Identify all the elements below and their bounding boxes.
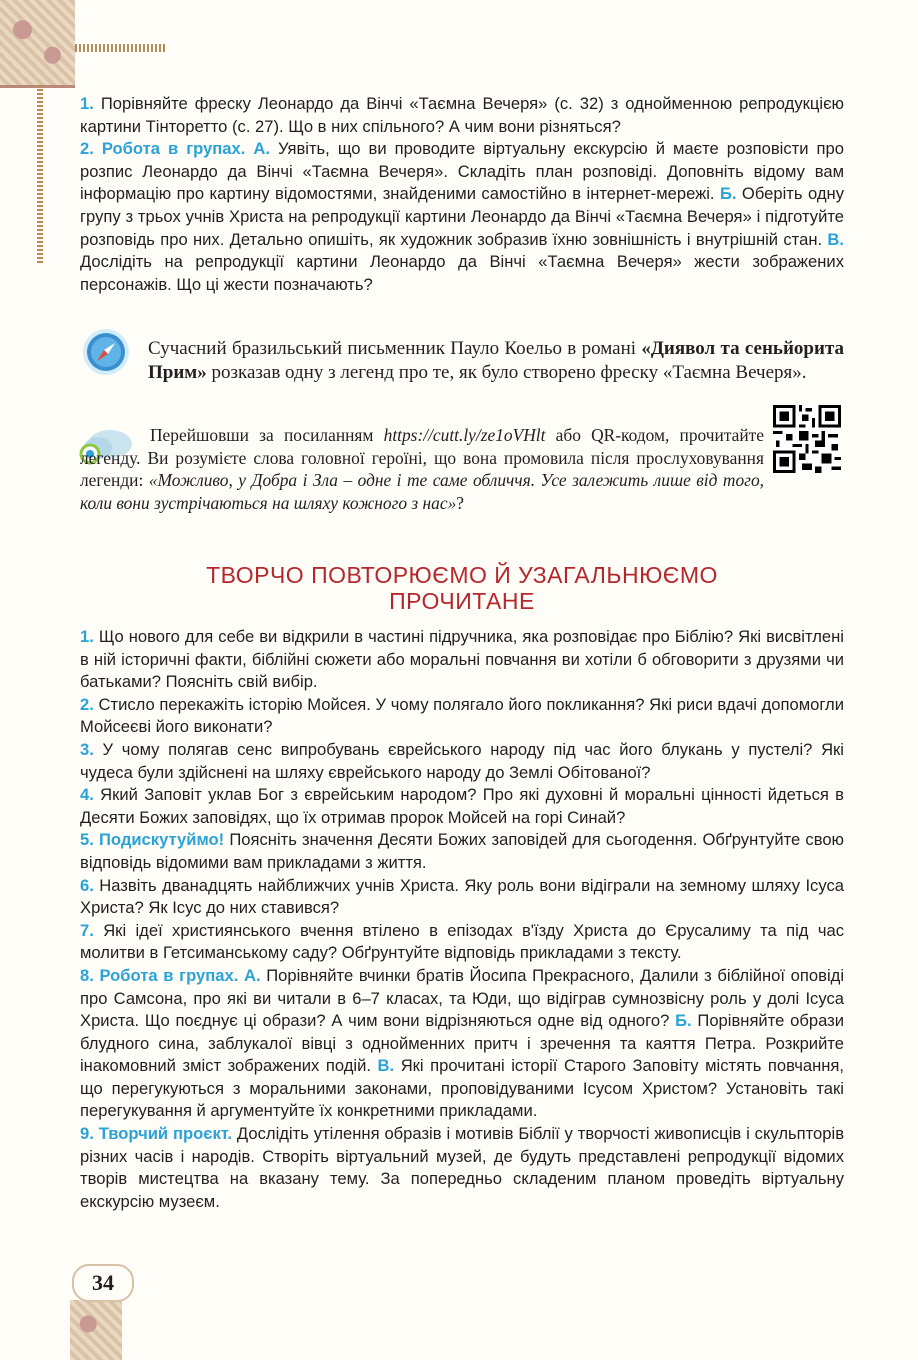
question-text: Який Заповіт уклав Бог з єврейським народом? Про які духовні й моральні цінності йдеться в Десяти Божих заповідях, що їх отримав пророк Мойсей на горі Синай? bbox=[80, 785, 844, 827]
question-text: Які прочитані історії Старого Заповіту містять повчання, що перегукуються з моральними законами, проповідуваними Ісусом Христом? Установіть такі перегукування й аргументуйте їх конкретними прикладами. bbox=[80, 1056, 844, 1121]
legend-text: розказав одну з легенд про те, як було створено фреску «Таємна Вечеря». bbox=[206, 362, 807, 383]
qr-note-text: або QR-кодом, прочитайте легенду. Ви розумієте слова головної героїні, що вона промовила після прослуховування легенди: bbox=[80, 425, 764, 491]
question-number: 4. bbox=[80, 785, 94, 805]
question-number: 1. bbox=[80, 627, 94, 646]
review-question bbox=[80, 739, 844, 784]
novel-title: «Диявол та сеньйорита Прим» bbox=[148, 338, 845, 383]
review-question bbox=[80, 694, 844, 739]
question-number: 7. bbox=[80, 920, 94, 940]
section-heading bbox=[80, 562, 844, 614]
exercise-text: Оберіть одну групу з трьох учнів Христа на репродукції картини Леонардо да Вінчі «Таємна Вечеря» і підготуйте розповідь про них. Детально опишіть, як художник зобразив їхню зовнішність і внутрішній стан. bbox=[80, 184, 844, 249]
exercise-text: Уявіть, що ви проводите віртуальну екскурсію й маєте розповісти про розпис Леонардо да Вінчі «Таємна Вечеря». Складіть план розповіді. Доповніть відому вам інформацію про картину відомостями, знайденими самостійно в інтернет-мережі. bbox=[80, 139, 845, 204]
exercise-heading: 2. Робота в групах. А. bbox=[80, 139, 270, 159]
qr-note-text: Перейшовши за посиланням bbox=[150, 425, 384, 445]
legend-link[interactable]: https://cutt.ly/ze1oVHlt bbox=[383, 425, 546, 445]
review-question bbox=[80, 626, 844, 694]
exercise-text: Дослідіть на репродукції картини Леонардо да Вінчі «Таємна Вечеря» жести зображених персонажів. Що ці жести позначають? bbox=[80, 252, 844, 294]
question-text: Назвіть дванадцять найближчих учнів Христа. Яку роль вони відігрaли на земному шляху Ісуса Христа? Як Ісус до них ставився? bbox=[80, 875, 844, 918]
question-text: Поясніть значення Десяти Божих заповідей для сьогодення. Обґрунтуйте свою відповідь відомими вам прикладами з життя. bbox=[80, 830, 844, 872]
qr-note-text: ? bbox=[456, 492, 465, 513]
review-questions bbox=[80, 626, 844, 1213]
exercise-text: Порівняйте фреску Леонардо да Вінчі «Таємна Вечеря» (с. 32) з однойменною репродукцією картини Тінторетто (с. 27). Що в них спільного? А чим вони різняться? bbox=[80, 94, 844, 136]
exercise-sub-label: В. bbox=[827, 229, 844, 249]
legend-text: Сучасний бразильський письменник Пауло Коельо в романі bbox=[148, 338, 642, 359]
question-text: Що нового для себе ви відкрили в частині підручника, яка розповідає про Біблію? Які висвітлені в ній історичні факти, біблійні сюжети або моральні повчання ви хотіли б обговорити з друзями чи батьками? Поясніть свій вибір. bbox=[80, 627, 844, 692]
review-question bbox=[80, 965, 844, 1123]
question-heading: 5. Подискутуймо! bbox=[80, 830, 225, 850]
question-heading: 8. Робота в групах. А. bbox=[80, 965, 261, 985]
review-question bbox=[80, 875, 844, 920]
ornament-line-vertical bbox=[37, 85, 43, 265]
qr-note-text-top bbox=[80, 424, 844, 514]
corner-ornament-bottom bbox=[70, 1300, 122, 1360]
review-question bbox=[80, 920, 844, 965]
question-sub-label: В. bbox=[377, 1056, 395, 1076]
review-question bbox=[80, 784, 844, 829]
corner-ornament-top bbox=[0, 0, 75, 88]
exercise-2 bbox=[80, 138, 844, 296]
heroine-quote: «Можливо, у Добра і Зла – одне і те саме обличчя. Усе залежить лише від того, коли вони зустрічаються на шляху кожного з нас» bbox=[80, 470, 764, 513]
section-heading-line: ТВОРЧО ПОВТОРЮЄМО Й УЗАГАЛЬНЮЄМО bbox=[206, 562, 718, 588]
review-question bbox=[80, 829, 844, 874]
review-question bbox=[80, 1123, 844, 1213]
question-text: Порівняйте вчинки братів Йосипа Прекрасного, Далили з біблійної оповіді про Самсона, про які ви читали в 6–7 класах, та Юди, що відіграв сумнозвісну роль у долі Ісуса Христа. Що поєднує ці образи? А чим вони відрізняються одне від одного? bbox=[80, 965, 844, 1031]
question-number: 6. bbox=[80, 875, 94, 895]
question-heading: 9. Творчий проєкт. bbox=[80, 1124, 233, 1144]
page-number: 34 bbox=[72, 1264, 134, 1302]
question-text: Які ідеї християнського вчення втілено в епізодах в'їзду Христа до Єрусалиму та під час молитви в Гетсиманському саду? Обґрунтуйте відповідь прикладами з тексту. bbox=[80, 920, 844, 963]
question-number: 2. bbox=[80, 694, 94, 714]
question-text: Дослідіть утілення образів і мотивів Біблії у творчості живописців і скульпторів різних часів і народів. Створіть віртуальний музей, де будуть представлені репродукції відомих творів мистецтва на вказану тему. За попередньо складеним планом проведіть віртуальну екскурсію музеєм. bbox=[80, 1124, 845, 1211]
legend-note bbox=[148, 337, 844, 385]
top-exercises bbox=[80, 93, 844, 296]
question-number: 3. bbox=[80, 739, 94, 759]
legend-note-text bbox=[148, 337, 844, 385]
question-text: Порівняйте образи блудного сина, заблукалої вівці з однойменних притч і зречення та каяття Петра. Розкрийте інакомовний зміст зображених подій. bbox=[80, 1011, 844, 1076]
exercise-number: 1. bbox=[80, 94, 94, 113]
qr-note bbox=[80, 424, 844, 514]
question-sub-label: Б. bbox=[675, 1011, 692, 1031]
question-text: У чому полягав сенс випробувань єврейського народу під час його блукань у пустелі? Які чудеса були здійснені на шляху єврейського народу до Землі Обітованої? bbox=[80, 739, 844, 782]
compass-icon bbox=[82, 328, 130, 376]
exercise-sub-label: Б. bbox=[719, 184, 737, 204]
exercise-1 bbox=[80, 93, 844, 138]
ornament-line-horizontal bbox=[75, 44, 167, 52]
section-heading-line: ПРОЧИТАНЕ bbox=[389, 588, 535, 614]
question-text: Стисло перекажіть історію Мойсея. У чому полягало його покликання? Які риси вдачі допомогли Мойсеєві його виконати? bbox=[80, 694, 844, 737]
